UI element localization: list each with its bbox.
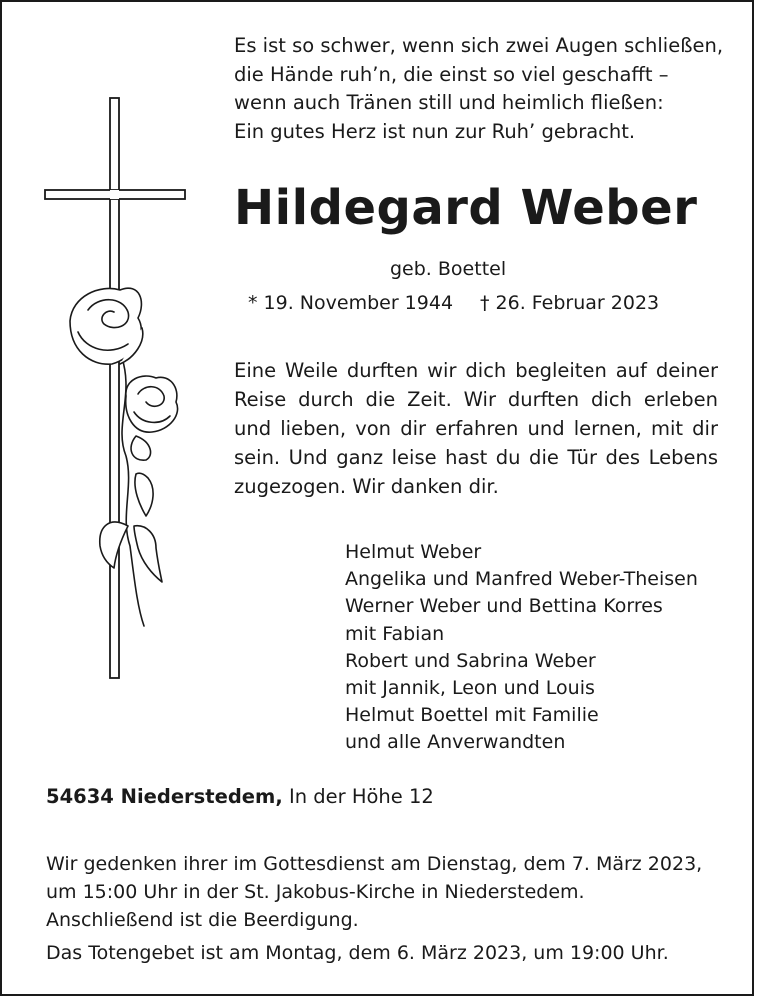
service-line: Anschließend ist die Beerdigung.: [46, 909, 359, 931]
prayer-info: Das Totengebet ist am Montag, dem 6. März 2023, um 19:00 Uhr.: [46, 942, 669, 964]
mourners-list: [345, 539, 698, 757]
death-date: † 26. Februar 2023: [480, 292, 660, 314]
cross-with-rose-icon: [42, 96, 202, 686]
birth-date: * 19. November 1944: [248, 292, 454, 314]
mourner-line: und alle Anverwandten: [345, 731, 566, 754]
mourner-line: mit Fabian: [345, 622, 445, 645]
message-line: Eine Weile durften wir dich begleiten auf deiner: [234, 359, 718, 382]
mourner-line: Robert und Sabrina Weber: [345, 649, 596, 672]
mourner-line: Helmut Weber: [345, 541, 482, 563]
message-line: zugezogen. Wir danken dir.: [234, 475, 499, 498]
poem-line: Es ist so schwer, wenn sich zwei Augen schließen,: [234, 34, 724, 57]
message-line: sein. Und ganz leise hast du die Tür des Lebens: [234, 446, 718, 469]
message-line: Reise durch die Zeit. Wir durften dich erleben: [234, 388, 718, 411]
mourner-line: Helmut Boettel mit Familie: [345, 704, 599, 727]
poem-line: Ein gutes Herz ist nun zur Ruh’ gebracht.: [234, 119, 636, 143]
poem: [234, 32, 723, 146]
deceased-name: Hildegard Weber: [234, 180, 698, 236]
service-line: Wir gedenken ihrer im Gottesdienst am Dienstag, dem 7. März 2023,: [46, 853, 703, 875]
mourner-line: Werner Weber und Bettina Korres: [345, 595, 663, 618]
mourner-line: mit Jannik, Leon und Louis: [345, 677, 595, 700]
poem-line: wenn auch Tränen still und heimlich fließen:: [234, 91, 664, 114]
family-address: [46, 785, 434, 808]
service-line: um 15:00 Uhr in der St. Jakobus-Kirche in Niederstedem.: [46, 881, 585, 903]
service-info: [46, 850, 702, 934]
mourner-line: Angelika und Manfred Weber-Theisen: [345, 568, 698, 591]
farewell-message: [234, 356, 718, 501]
poem-line: die Hände ruh’n, die einst so viel geschafft –: [234, 62, 669, 86]
birth-name: geb. Boettel: [390, 258, 507, 280]
address-street: In der Höhe 12: [288, 785, 434, 808]
life-dates: [248, 292, 660, 314]
address-place: 54634 Niederstedem,: [46, 785, 283, 808]
message-line: und lieben, von dir erfahren und lernen, mit dir: [234, 417, 718, 440]
